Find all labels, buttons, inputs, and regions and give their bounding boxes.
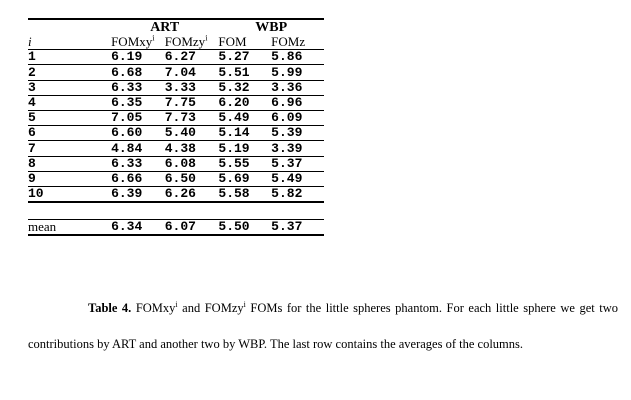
value-cell: 6.08: [165, 156, 219, 171]
value-cell: 5.39: [271, 126, 324, 141]
group-header-art: ART: [111, 19, 218, 35]
value-cell: 3.33: [165, 80, 219, 95]
row-label-cell: 1: [28, 50, 111, 65]
column-header: FOMz: [271, 35, 324, 50]
row-label-cell: 10: [28, 186, 111, 202]
table-caption: [28, 290, 618, 362]
value-cell: 6.39: [111, 186, 165, 202]
column-header: FOMzy$^i$: [165, 35, 219, 50]
value-cell: 6.60: [111, 126, 165, 141]
empty-cell: [218, 202, 271, 220]
row-label-cell: mean: [28, 220, 111, 236]
value-cell: 6.07: [165, 220, 219, 236]
value-cell: 3.36: [271, 80, 324, 95]
value-cell: 6.27: [165, 50, 219, 65]
table-row: [28, 65, 324, 80]
column-header: FOMxy$^i$: [111, 35, 165, 50]
row-label-cell: 8: [28, 156, 111, 171]
value-cell: 6.33: [111, 80, 165, 95]
value-cell: 5.58: [218, 186, 271, 202]
value-cell: 5.49: [271, 171, 324, 186]
value-cell: 7.75: [165, 95, 219, 110]
row-label-cell: 3: [28, 80, 111, 95]
value-cell: 5.27: [218, 50, 271, 65]
value-cell: 4.84: [111, 141, 165, 156]
row-label-cell: 9: [28, 171, 111, 186]
value-cell: 6.09: [271, 110, 324, 125]
value-cell: 5.86: [271, 50, 324, 65]
table-row: [28, 141, 324, 156]
value-cell: 6.96: [271, 95, 324, 110]
value-cell: 6.68: [111, 65, 165, 80]
value-cell: 6.35: [111, 95, 165, 110]
value-cell: 5.50: [218, 220, 271, 236]
caption-text: FOMxy: [131, 301, 176, 315]
table-row: [28, 110, 324, 125]
value-cell: 5.37: [271, 156, 324, 171]
value-cell: 5.14: [218, 126, 271, 141]
value-cell: 5.82: [271, 186, 324, 202]
table-row: [28, 171, 324, 186]
caption-sup: i: [243, 299, 246, 309]
value-cell: 6.50: [165, 171, 219, 186]
value-cell: 4.38: [165, 141, 219, 156]
table-row: [28, 156, 324, 171]
empty-cell: [271, 202, 324, 220]
mean-row: [28, 220, 324, 236]
spacer-row: [28, 202, 324, 220]
value-cell: 5.49: [218, 110, 271, 125]
value-cell: 6.34: [111, 220, 165, 236]
row-label-cell: 2: [28, 65, 111, 80]
row-label-cell: 6: [28, 126, 111, 141]
empty-cell: [111, 202, 165, 220]
caption-text: and FOMzy: [177, 301, 244, 315]
group-header-wbp: WBP: [218, 19, 324, 35]
value-cell: 7.73: [165, 110, 219, 125]
value-cell: 5.51: [218, 65, 271, 80]
value-cell: 5.40: [165, 126, 219, 141]
results-table-container: [28, 18, 324, 236]
value-cell: 6.33: [111, 156, 165, 171]
column-header: FOM: [218, 35, 271, 50]
table-row: [28, 80, 324, 95]
empty-cell: [165, 202, 219, 220]
table-row: [28, 126, 324, 141]
caption-label: Table 4.: [88, 301, 132, 315]
value-cell: 5.19: [218, 141, 271, 156]
empty-cell: [28, 19, 111, 35]
value-cell: 3.39: [271, 141, 324, 156]
results-table: [28, 18, 324, 236]
index-header: i: [28, 35, 111, 50]
value-cell: 5.32: [218, 80, 271, 95]
value-cell: 7.04: [165, 65, 219, 80]
table-row: [28, 50, 324, 65]
value-cell: 6.26: [165, 186, 219, 202]
caption-sup: i: [175, 299, 178, 309]
row-label-cell: 7: [28, 141, 111, 156]
table-row: [28, 186, 324, 202]
value-cell: 5.69: [218, 171, 271, 186]
row-label-cell: 5: [28, 110, 111, 125]
value-cell: 5.55: [218, 156, 271, 171]
row-label-cell: 4: [28, 95, 111, 110]
value-cell: 7.05: [111, 110, 165, 125]
value-cell: 6.66: [111, 171, 165, 186]
value-cell: 6.19: [111, 50, 165, 65]
value-cell: 5.37: [271, 220, 324, 236]
empty-cell: [28, 202, 111, 220]
value-cell: 5.99: [271, 65, 324, 80]
caption-text: FOMs for the little spheres phantom. For each little sphere we get two contributions by ART and another two by WBP. The last row contains the averages of the columns.: [28, 301, 618, 351]
value-cell: 6.20: [218, 95, 271, 110]
table-row: [28, 95, 324, 110]
